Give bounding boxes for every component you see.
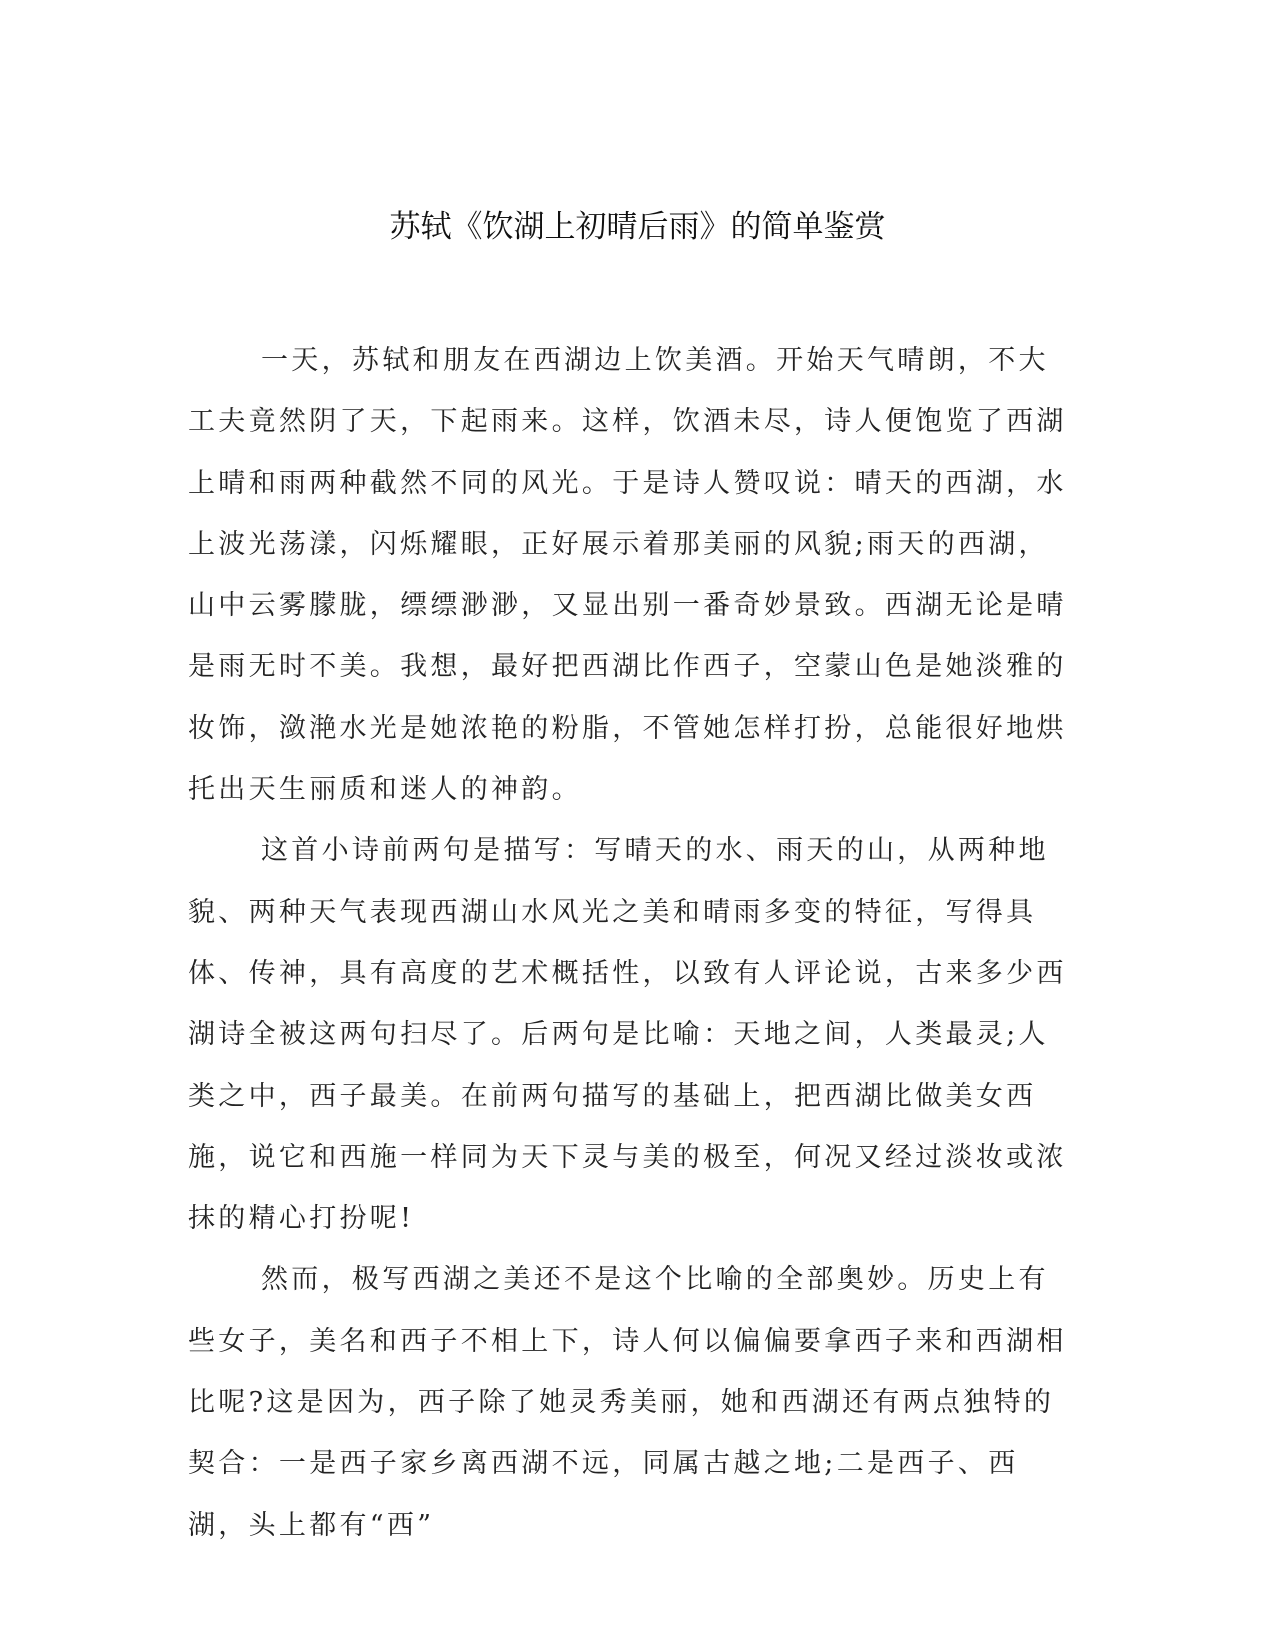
document-body <box>188 330 1068 1556</box>
paragraph-3: 然而，极写西湖之美还不是这个比喻的全部奥妙。历史上有些女子，美名和西子不相上下，诗人何以偏偏要拿西子来和西湖相比呢?这是因为，西子除了她灵秀美丽，她和西湖还有两点独特的契合：一是西子家乡离西湖不远，同属古越之地;二是西子、西湖，头上都有“西” <box>188 1264 1067 1541</box>
document-title: 苏轼《饮湖上初晴后雨》的简单鉴赏 <box>389 209 886 245</box>
paragraph-2: 这首小诗前两句是描写：写晴天的水、雨天的山，从两种地貌、两种天气表现西湖山水风光之美和晴雨多变的特征，写得具体、传神，具有高度的艺术概括性，以致有人评论说，古来多少西湖诗全被这两句扫尽了。后两句是比喻：天地之间，人类最灵;人类之中，西子最美。在前两句描写的基础上，把西湖比做美女西施，说它和西施一样同为天下灵与美的极至，何况又经过淡妆或浓抹的精心打扮呢! <box>188 835 1067 1235</box>
paragraph-1: 一天，苏轼和朋友在西湖边上饮美酒。开始天气晴朗，不大工夫竟然阴了天，下起雨来。这样，饮酒未尽，诗人便饱览了西湖上晴和雨两种截然不同的风光。于是诗人赞叹说：晴天的西湖，水上波光荡漾，闪烁耀眼，正好展示着那美丽的风貌;雨天的西湖，山中云雾朦胧，缥缥渺渺，又显出别一番奇妙景致。西湖无论是晴是雨无时不美。我想，最好把西湖比作西子，空蒙山色是她淡雅的妆饰，潋滟水光是她浓艳的粉脂，不管她怎样打扮，总能很好地烘托出天生丽质和迷人的神韵。 <box>188 345 1067 806</box>
